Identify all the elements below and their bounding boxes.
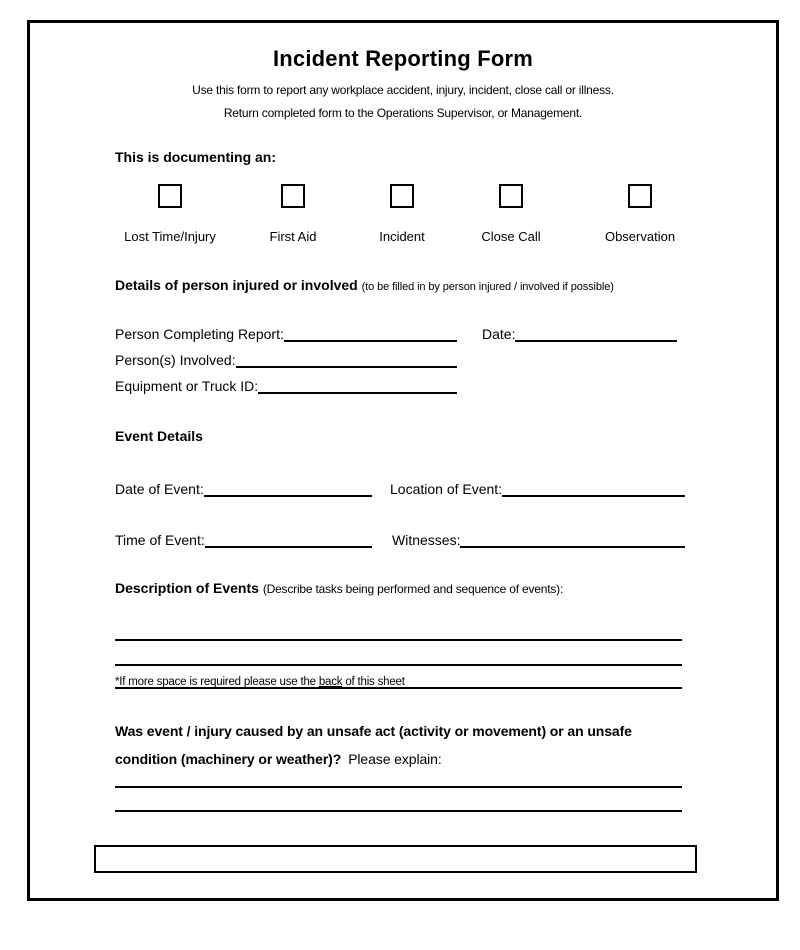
time-of-event-label: Time of Event: bbox=[115, 532, 205, 548]
location-of-event-input[interactable] bbox=[502, 480, 685, 497]
witnesses-input[interactable] bbox=[460, 531, 685, 548]
checkbox-label-observation: Observation bbox=[604, 229, 676, 244]
description-heading bbox=[115, 580, 563, 596]
description-heading-bold: Description of Events bbox=[115, 580, 259, 596]
checkbox-label-lost-time-injury: Lost Time/Injury bbox=[124, 229, 216, 244]
description-heading-note: (Describe tasks being performed and sequence of events): bbox=[262, 582, 564, 596]
person-completing-report-label: Person Completing Report: bbox=[115, 326, 284, 342]
description-footnote bbox=[115, 676, 405, 688]
subtitle-line-1: Use this form to report any workplace accident, injury, incident, close call or illness. bbox=[192, 83, 614, 97]
time-of-event-field bbox=[115, 531, 372, 548]
date-of-event-field bbox=[115, 480, 372, 497]
explain-line-1[interactable] bbox=[115, 786, 682, 788]
time-of-event-input[interactable] bbox=[205, 531, 372, 548]
documenting-heading: This is documenting an: bbox=[115, 149, 277, 165]
checkbox-label-close-call: Close Call bbox=[481, 229, 541, 244]
details-heading-note: (to be filled in by person injured / involved if possible) bbox=[361, 281, 614, 293]
comments-box-input[interactable] bbox=[94, 845, 697, 873]
date-of-event-label: Date of Event: bbox=[115, 481, 204, 497]
checkbox-label-first-aid: First Aid bbox=[269, 229, 317, 244]
person-completing-report-input[interactable] bbox=[284, 325, 457, 342]
witnesses-label: Witnesses: bbox=[392, 532, 461, 548]
date-field bbox=[482, 325, 677, 342]
checkbox-incident[interactable] bbox=[390, 184, 414, 208]
footnote-suffix: of this sheet bbox=[342, 676, 405, 688]
form-page bbox=[27, 20, 779, 901]
unsafe-question-bold: Was event / injury caused by an unsafe act (activity or movement) or an unsafe condition (machinery or weather)? bbox=[115, 723, 632, 767]
date-input[interactable] bbox=[515, 325, 677, 342]
details-heading bbox=[115, 277, 614, 293]
details-heading-bold: Details of person injured or involved bbox=[115, 277, 358, 293]
date-label: Date: bbox=[482, 326, 516, 342]
checkbox-label-incident: Incident bbox=[379, 229, 425, 244]
location-of-event-field bbox=[390, 480, 685, 497]
date-of-event-input[interactable] bbox=[204, 480, 372, 497]
equipment-truck-id-field bbox=[115, 377, 457, 394]
checkbox-close-call[interactable] bbox=[499, 184, 523, 208]
description-line-2[interactable] bbox=[115, 664, 682, 666]
persons-involved-label: Person(s) Involved: bbox=[115, 352, 236, 368]
subtitle-line-2: Return completed form to the Operations Supervisor, or Management. bbox=[223, 106, 583, 120]
checkbox-observation[interactable] bbox=[628, 184, 652, 208]
explain-line-2[interactable] bbox=[115, 810, 682, 812]
unsafe-question-plain: Please explain: bbox=[348, 751, 442, 767]
checkbox-first-aid[interactable] bbox=[281, 184, 305, 208]
unsafe-question bbox=[115, 717, 677, 773]
persons-involved-input[interactable] bbox=[236, 351, 457, 368]
location-of-event-label: Location of Event: bbox=[390, 481, 503, 497]
person-completing-report-field bbox=[115, 325, 457, 342]
equipment-truck-id-label: Equipment or Truck ID: bbox=[115, 378, 259, 394]
equipment-truck-id-input[interactable] bbox=[258, 377, 457, 394]
description-line-1[interactable] bbox=[115, 639, 682, 641]
page-title: Incident Reporting Form bbox=[272, 46, 534, 71]
witnesses-field bbox=[392, 531, 685, 548]
event-details-heading: Event Details bbox=[115, 428, 203, 444]
footnote-back-text: back bbox=[318, 676, 343, 688]
footnote-prefix: *If more space is required please use the bbox=[115, 676, 319, 688]
persons-involved-field bbox=[115, 351, 457, 368]
checkbox-lost-time-injury[interactable] bbox=[158, 184, 182, 208]
